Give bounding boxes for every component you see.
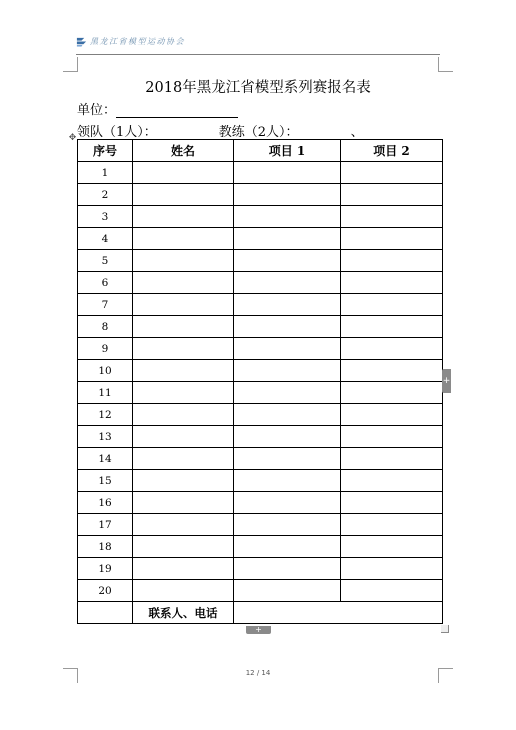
contact-value-cell[interactable]	[234, 602, 443, 624]
table-cell[interactable]	[133, 492, 234, 514]
column-header: 项目 1	[234, 140, 341, 162]
table-cell[interactable]	[133, 228, 234, 250]
registration-table	[77, 139, 443, 624]
row-number: 20	[78, 580, 133, 602]
row-number: 15	[78, 470, 133, 492]
table-cell[interactable]	[234, 404, 341, 426]
move-icon[interactable]: ✥	[68, 133, 77, 143]
table-cell[interactable]	[133, 448, 234, 470]
table-cell[interactable]	[341, 580, 443, 602]
table-row	[78, 580, 443, 602]
coach-label: 教练（2人）：	[218, 125, 299, 140]
header-brand	[76, 36, 185, 47]
add-column-button[interactable]	[442, 369, 451, 393]
table-cell[interactable]	[133, 558, 234, 580]
table-row	[78, 536, 443, 558]
table-cell[interactable]	[234, 470, 341, 492]
table-cell[interactable]	[341, 514, 443, 536]
contact-label: 联系人、电话	[133, 602, 234, 624]
unit-field[interactable]	[77, 99, 238, 118]
page-indicator: 12 / 14	[245, 669, 271, 677]
document-title: 2018年黑龙江省模型系列赛报名表	[145, 80, 371, 96]
table-row	[78, 382, 443, 404]
table-cell[interactable]	[234, 558, 341, 580]
table-row	[78, 250, 443, 272]
row-number: 11	[78, 382, 133, 404]
unit-blank[interactable]	[116, 104, 238, 118]
table-row	[78, 184, 443, 206]
table-cell[interactable]	[133, 426, 234, 448]
coach-separator: 、	[350, 125, 364, 140]
table-cell[interactable]	[133, 470, 234, 492]
table-cell[interactable]	[234, 580, 341, 602]
row-number: 6	[78, 272, 133, 294]
table-cell[interactable]	[234, 250, 341, 272]
table-cell[interactable]	[234, 294, 341, 316]
table-cell[interactable]	[133, 580, 234, 602]
table-cell[interactable]	[234, 316, 341, 338]
table-cell[interactable]	[341, 404, 443, 426]
table-row	[78, 162, 443, 184]
table-row	[78, 360, 443, 382]
table-cell[interactable]	[234, 426, 341, 448]
table-cell[interactable]	[133, 184, 234, 206]
table-cell[interactable]	[133, 206, 234, 228]
header-rule	[76, 54, 440, 55]
table-cell[interactable]	[341, 272, 443, 294]
table-row	[78, 448, 443, 470]
add-row-button[interactable]	[246, 626, 271, 634]
table-cell[interactable]	[341, 316, 443, 338]
table-cell[interactable]	[133, 338, 234, 360]
table-cell[interactable]	[341, 206, 443, 228]
table-cell[interactable]	[341, 228, 443, 250]
table-row	[78, 404, 443, 426]
table-cell[interactable]	[234, 184, 341, 206]
row-number: 3	[78, 206, 133, 228]
table-cell[interactable]	[341, 558, 443, 580]
crop-mark-top-left	[63, 57, 78, 72]
column-header: 序号	[78, 140, 133, 162]
table-cell[interactable]	[341, 162, 443, 184]
table-row	[78, 338, 443, 360]
table-row	[78, 228, 443, 250]
table-cell[interactable]	[341, 536, 443, 558]
table-cell[interactable]	[234, 360, 341, 382]
coach-blank-1[interactable]	[299, 126, 351, 140]
row-number: 9	[78, 338, 133, 360]
table-cell[interactable]	[234, 206, 341, 228]
row-number: 16	[78, 492, 133, 514]
table-cell[interactable]	[341, 382, 443, 404]
brand-name: 黑龙江省模型运动协会	[90, 37, 185, 46]
row-number: 17	[78, 514, 133, 536]
table-cell[interactable]	[341, 184, 443, 206]
row-number: 7	[78, 294, 133, 316]
table-cell[interactable]	[133, 250, 234, 272]
table-row	[78, 470, 443, 492]
table-cell[interactable]	[133, 294, 234, 316]
table-cell[interactable]	[133, 316, 234, 338]
row-number: 4	[78, 228, 133, 250]
table-cell[interactable]	[133, 272, 234, 294]
table-cell[interactable]	[133, 536, 234, 558]
table-cell[interactable]	[133, 382, 234, 404]
row-number: 1	[78, 162, 133, 184]
table-cell[interactable]	[341, 250, 443, 272]
table-row	[78, 206, 443, 228]
table-cell[interactable]	[341, 448, 443, 470]
table-cell[interactable]	[234, 448, 341, 470]
table-cell[interactable]	[341, 492, 443, 514]
table-cell[interactable]	[133, 162, 234, 184]
crop-mark-top-right	[438, 57, 453, 72]
column-header: 姓名	[133, 140, 234, 162]
row-number: 8	[78, 316, 133, 338]
coach-blank-2[interactable]	[364, 126, 418, 140]
row-number: 2	[78, 184, 133, 206]
table-row	[78, 514, 443, 536]
unit-label: 单位：	[77, 103, 117, 118]
row-number: 18	[78, 536, 133, 558]
table-cell[interactable]	[234, 382, 341, 404]
table-cell[interactable]	[234, 228, 341, 250]
table-cell[interactable]	[234, 514, 341, 536]
row-number: 14	[78, 448, 133, 470]
table-row	[78, 558, 443, 580]
table-cell[interactable]	[234, 162, 341, 184]
association-logo-icon	[76, 36, 87, 47]
table-cell[interactable]	[234, 492, 341, 514]
leader-blank[interactable]	[157, 126, 219, 140]
leader-coach-field[interactable]	[77, 121, 418, 140]
table-header-row	[78, 140, 443, 162]
table-cell[interactable]	[78, 602, 133, 624]
table-cell[interactable]	[234, 536, 341, 558]
table-cell[interactable]	[341, 294, 443, 316]
table-cell[interactable]	[341, 360, 443, 382]
plus-icon: +	[255, 625, 262, 634]
table-cell[interactable]	[341, 426, 443, 448]
row-number: 12	[78, 404, 133, 426]
contact-row	[78, 602, 443, 624]
table-cell[interactable]	[234, 272, 341, 294]
row-number: 10	[78, 360, 133, 382]
plus-icon: +	[442, 376, 451, 386]
table-row	[78, 426, 443, 448]
row-number: 13	[78, 426, 133, 448]
table-cell[interactable]	[341, 338, 443, 360]
row-number: 5	[78, 250, 133, 272]
table-cell[interactable]	[133, 404, 234, 426]
column-header: 项目 2	[341, 140, 443, 162]
leader-label: 领队（1人）：	[77, 125, 157, 140]
table-row	[78, 492, 443, 514]
table-row	[78, 294, 443, 316]
table-resize-handle[interactable]	[441, 625, 449, 633]
table-cell[interactable]	[133, 360, 234, 382]
table-row	[78, 316, 443, 338]
table-row	[78, 272, 443, 294]
table-cell[interactable]	[133, 514, 234, 536]
table-cell[interactable]	[234, 338, 341, 360]
row-number: 19	[78, 558, 133, 580]
table-cell[interactable]	[341, 470, 443, 492]
